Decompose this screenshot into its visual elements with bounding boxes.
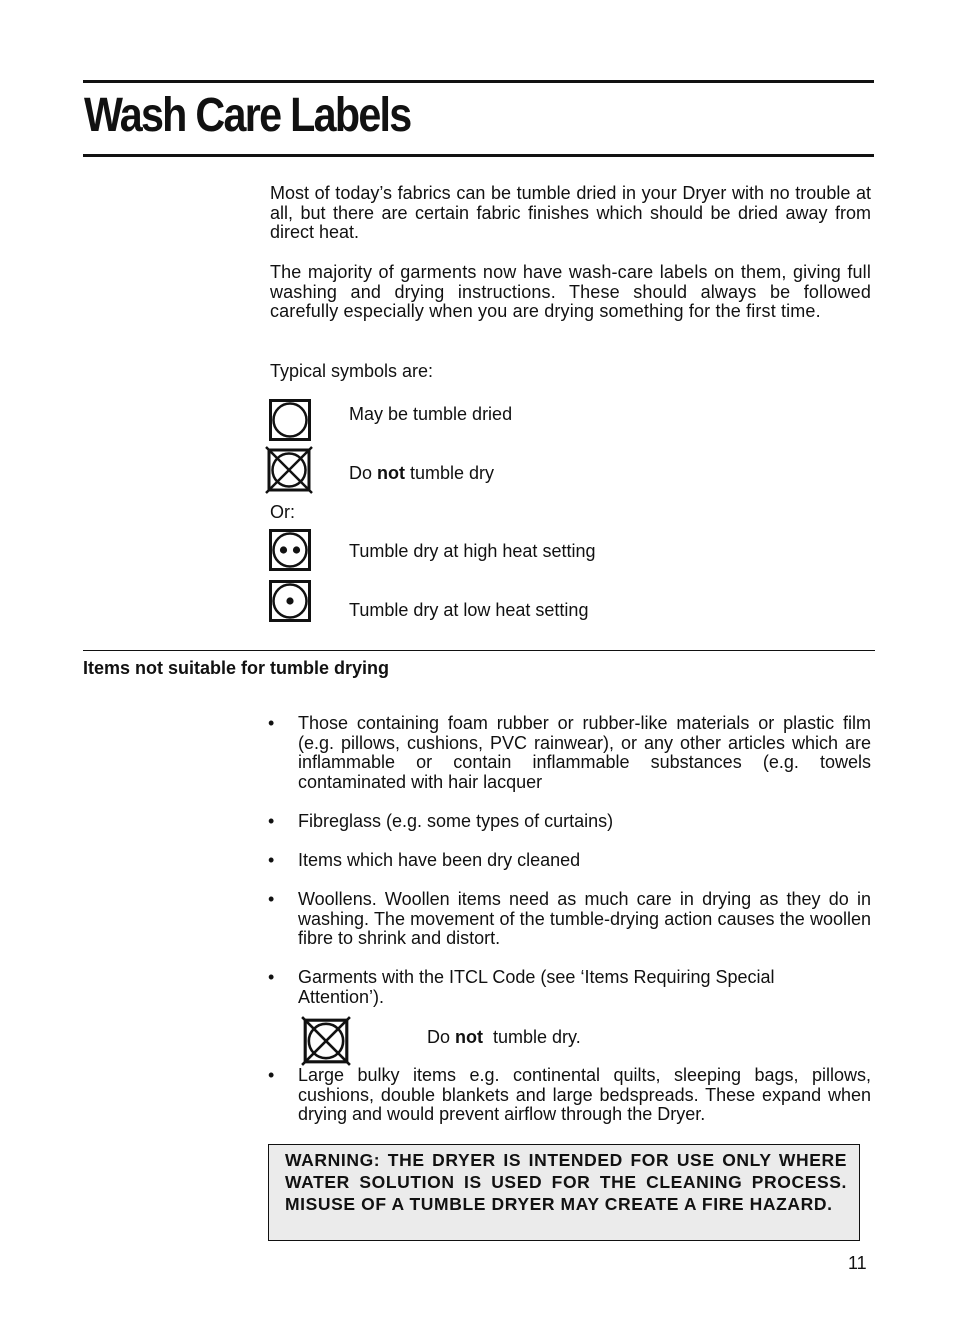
bullet-marker: •	[268, 811, 275, 831]
list-item: Those containing foam rubber or rubber-like materials or plastic film (e.g. pillows, cushions, PVC rainwear), or any other articles which are inflammable or contain inflammable substances (e.g. towels contaminated with hair lacquer	[298, 713, 871, 792]
do-not-tumble-dry-icon	[300, 1015, 352, 1067]
label-emphasis: not	[377, 463, 405, 483]
symbol-label-tumble-dry: May be tumble dried	[349, 404, 513, 424]
top-rule	[83, 80, 874, 83]
bullet-marker: •	[268, 850, 275, 870]
page-number: 11	[848, 1253, 867, 1273]
tumble-dry-high-heat-icon	[269, 529, 311, 571]
do-not-tumble-dry-icon	[264, 445, 314, 495]
symbol-label-do-not-tumble-dry	[349, 463, 494, 483]
typical-symbols-label: Typical symbols are:	[270, 361, 434, 381]
list-item: Items which have been dry cleaned	[298, 850, 581, 870]
bullet-marker: •	[268, 713, 275, 733]
list-item: Garments with the ITCL Code (see ‘Items Requiring Special Attention’).	[298, 967, 775, 1007]
itcl-note-label	[427, 1027, 581, 1047]
list-item: Large bulky items e.g. continental quilts, sleeping bags, pillows, cushions, double blankets and large bedspreads. These expand when drying and would prevent airflow through the Dryer.	[298, 1065, 871, 1125]
section-divider	[83, 650, 875, 651]
intro-paragraph-1: Most of today’s fabrics can be tumble dried in your Dryer with no trouble at all, but there are certain fabric finishes which should be dried away from direct heat.	[270, 183, 871, 243]
warning-box	[268, 1144, 860, 1241]
list-item: Fibreglass (e.g. some types of curtains)	[298, 811, 614, 831]
bullet-marker: •	[268, 967, 275, 987]
bullet-marker: •	[268, 889, 275, 909]
intro-paragraph-2: The majority of garments now have wash-care labels on them, giving full washing and drying instructions. These should always be followed carefully especially when you are drying something for the first time.	[270, 262, 871, 322]
list-item: Woollens. Woollen items need as much care in drying as they do in washing. The movement of the tumble-drying action causes the woollen fibre to shrink and distort.	[298, 889, 871, 949]
tumble-dry-icon	[269, 399, 311, 441]
or-label: Or:	[270, 502, 295, 522]
label-emphasis: not	[455, 1027, 483, 1047]
label-part: tumble dry	[405, 463, 495, 483]
label-part: Do	[427, 1027, 456, 1047]
symbol-label-high-heat: Tumble dry at high heat setting	[349, 541, 596, 561]
label-part: tumble dry.	[483, 1027, 581, 1047]
symbol-label-low-heat: Tumble dry at low heat setting	[349, 600, 589, 620]
tumble-dry-low-heat-icon	[269, 580, 311, 622]
label-part: Do	[349, 463, 378, 483]
section-heading: Items not suitable for tumble drying	[83, 658, 390, 678]
bullet-marker: •	[268, 1065, 275, 1085]
page-title: Wash Care Labels	[84, 89, 411, 142]
warning-text: WARNING: THE DRYER IS INTENDED FOR USE ONLY WHERE WATER SOLUTION IS USED FOR THE CLEANING PROCESS. MISUSE OF A TUMBLE DRYER MAY CREATE A FIRE HAZARD.	[285, 1150, 847, 1215]
title-rule	[83, 154, 874, 157]
